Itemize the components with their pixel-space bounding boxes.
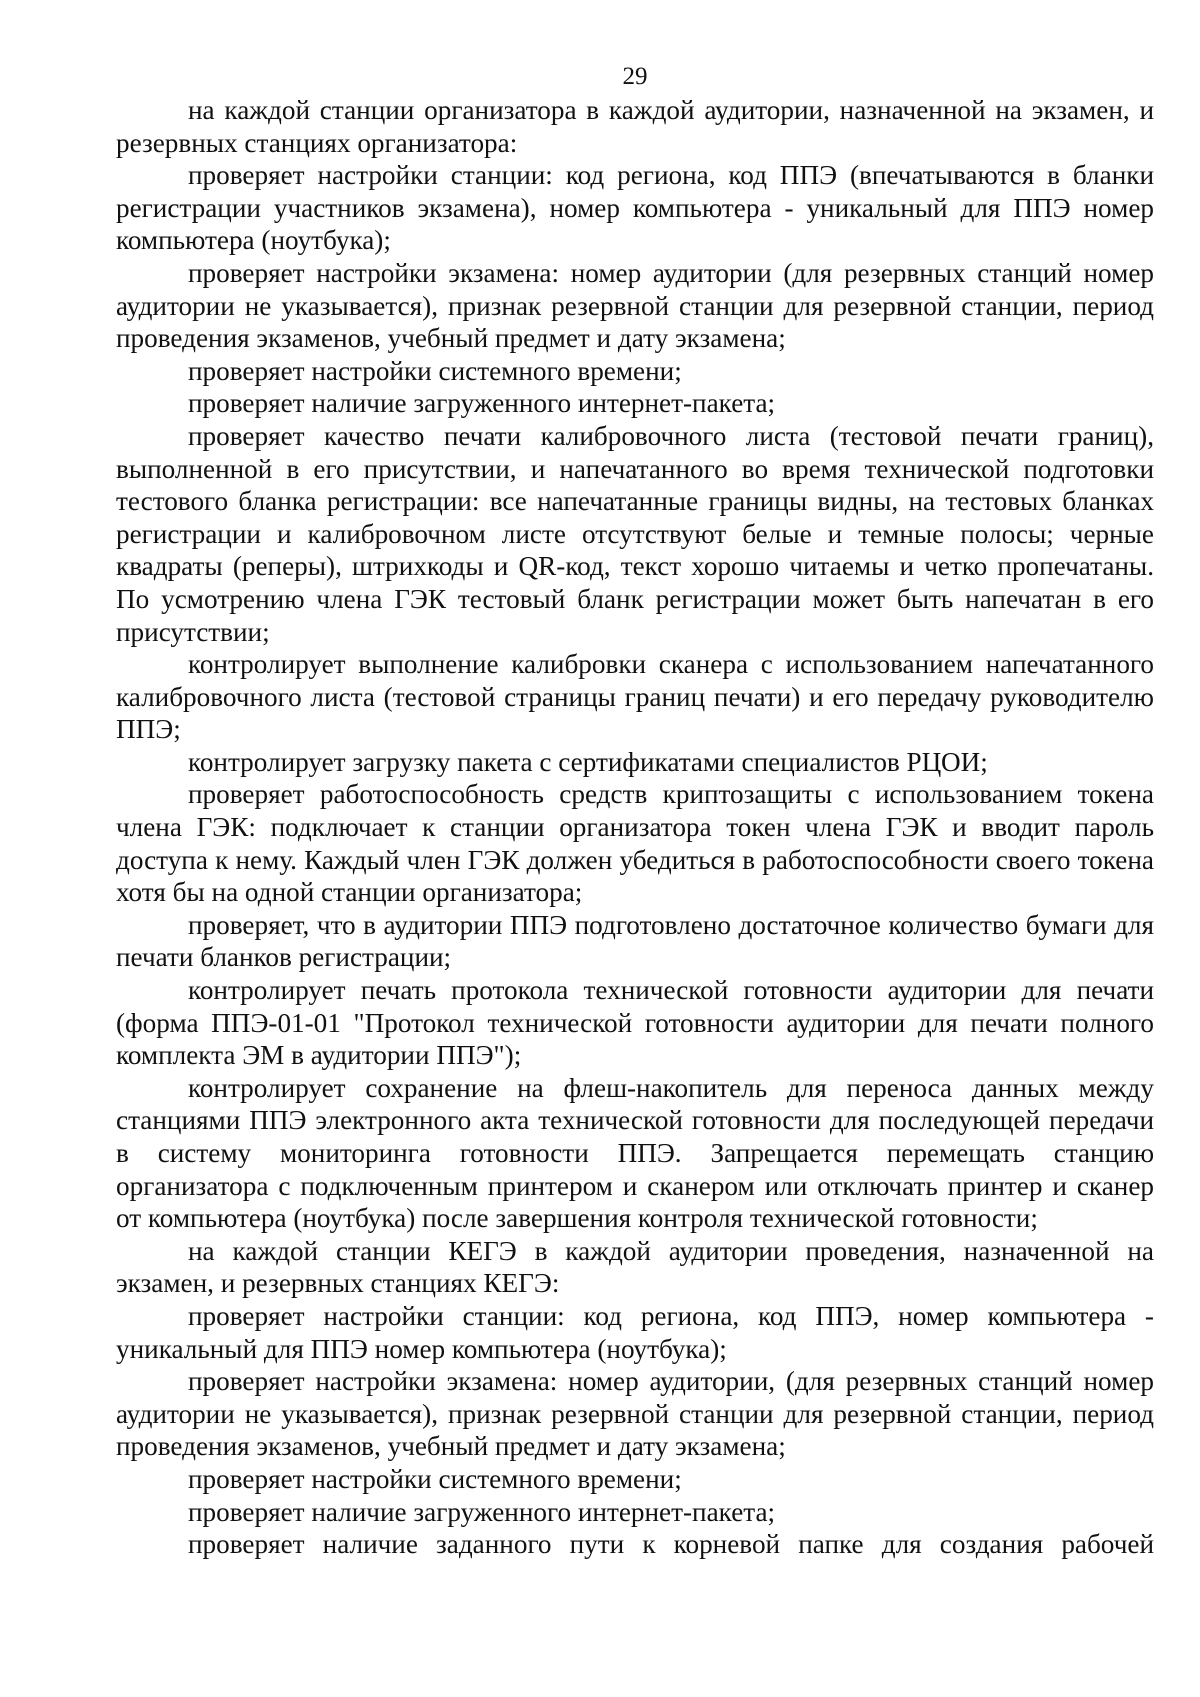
paragraph: контролирует сохранение на флеш-накопитель для переноса данных между станциями ППЭ электронного акта технической готовности для последующей передачи в систему мониторинга готовности ППЭ. Запрещается перемещать станцию организатора с подключенным принтером и сканером или отключать принтер и сканер от компьютера (ноутбука) после завершения контроля технической готовности;: [116, 1072, 1154, 1234]
paragraph: на каждой станции КЕГЭ в каждой аудитории проведения, назначенной на экзамен, и резервных станциях КЕГЭ:: [116, 1235, 1154, 1299]
paragraph: проверяет настройки станции: код региона, код ППЭ, номер компьютера - уникальный для ППЭ номер компьютера (ноутбука);: [116, 1300, 1154, 1364]
page-number: 29: [622, 63, 648, 90]
paragraph: на каждой станции организатора в каждой аудитории, назначенной на экзамен, и резервных станциях организатора:: [116, 95, 1154, 158]
paragraph: проверяет настройки системного времени;: [188, 355, 682, 386]
paragraph: проверяет наличие заданного пути к корневой папке для создания рабочей: [188, 1529, 1154, 1560]
paragraph: проверяет настройки системного времени;: [188, 1463, 682, 1494]
paragraph: проверяет настройки экзамена: номер аудитории, (для резервных станций номер аудитории не указывается), признак резервной станции для резервной станции, период проведения экзаменов, учебный предмет и дату экзамена;: [116, 1366, 1154, 1462]
paragraph: проверяет наличие загруженного интернет-пакета;: [188, 1496, 776, 1527]
paragraph: проверяет, что в аудитории ППЭ подготовлено достаточное количество бумаги для печати бланков регистрации;: [116, 909, 1154, 973]
paragraph: контролирует загрузку пакета с сертификатами специалистов РЦОИ;: [188, 746, 988, 777]
paragraph: проверяет наличие загруженного интернет-пакета;: [188, 388, 776, 419]
document-page: [116, 62, 1154, 1561]
paragraph: контролирует печать протокола технической готовности аудитории для печати (форма ППЭ-01-01 "Протокол технической готовности аудитории для печати полного комплекта ЭМ в аудитории ППЭ");: [116, 975, 1154, 1071]
paragraph: контролирует выполнение калибровки сканера с использованием напечатанного калибровочного листа (тестовой страницы границ печати) и его передачу руководителю ППЭ;: [116, 649, 1154, 745]
paragraph: проверяет настройки станции: код региона, код ППЭ (впечатываются в бланки регистрации участников экзамена), номер компьютера - уникальный для ППЭ номер компьютера (ноутбука);: [116, 160, 1154, 256]
paragraph: проверяет работоспособность средств криптозащиты с использованием токена члена ГЭК: подключает к станции организатора токен члена ГЭК и вводит пароль доступа к нему. Каждый член ГЭК должен убедиться в работоспособности своего токена хотя бы на одной станции организатора;: [116, 779, 1154, 908]
paragraph: проверяет качество печати калибровочного листа (тестовой печати границ), выполненной в его присутствии, и напечатанного во время технической подготовки тестового бланка регистрации: все напечатанные границы видны, на тестовых бланках регистрации и калибровочном листе отсутствуют белые и темные полосы; черные квадраты (реперы), штрихкоды и QR-код, текст хорошо читаемы и четко пропечатаны. По усмотрению члена ГЭК тестовый бланк регистрации может быть напечатан в его присутствии;: [116, 420, 1154, 647]
paragraph: проверяет настройки экзамена: номер аудитории (для резервных станций номер аудитории не указывается), признак резервной станции для резервной станции, период проведения экзаменов, учебный предмет и дату экзамена;: [116, 257, 1154, 354]
